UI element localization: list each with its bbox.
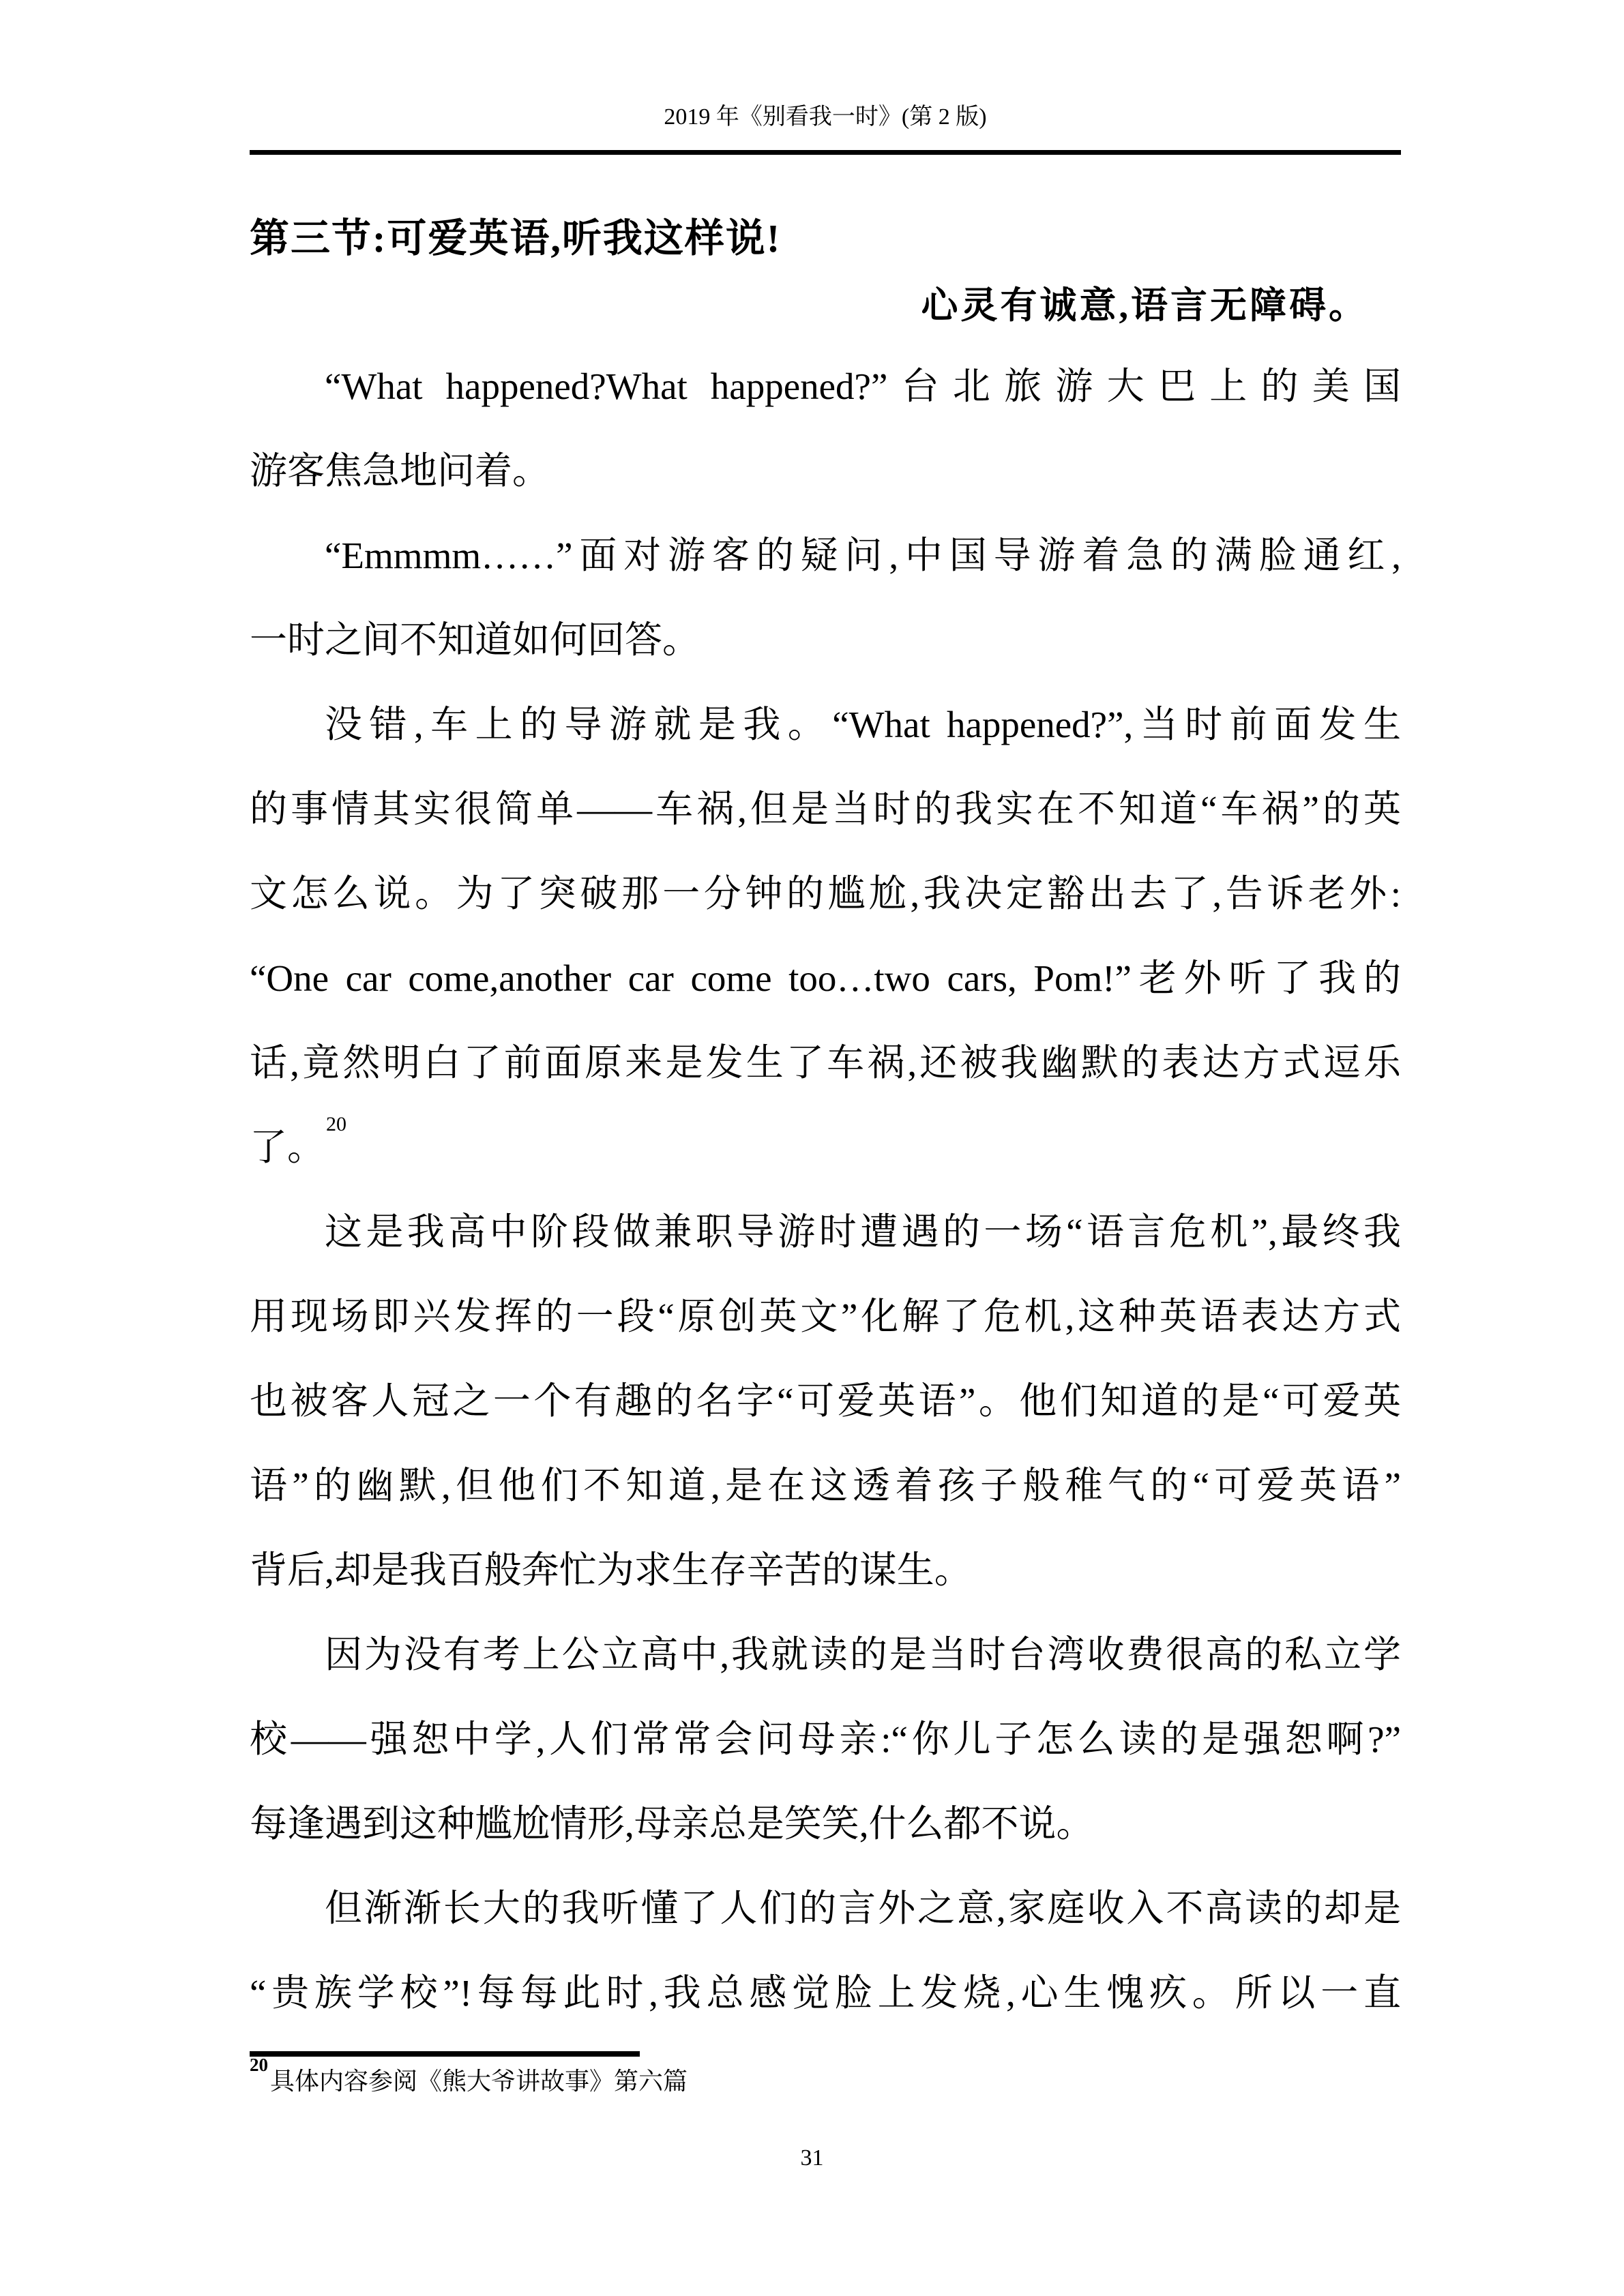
paragraph-text: 每逢遇到这种尴尬情形,母亲总是笑笑,什么都不说。	[250, 1803, 1094, 1845]
paragraph-5-line-1	[250, 1613, 1401, 1697]
paragraph-3-line-3	[250, 852, 1401, 936]
paragraph-3-line-5	[250, 1021, 1401, 1105]
footnote-reference: 20	[326, 1112, 347, 1135]
footnote-separator-rule	[250, 2051, 640, 2057]
paragraph-6-line-2	[250, 1951, 1401, 2036]
paragraph-6-line-1	[250, 1866, 1401, 1951]
paragraph-2-line-2	[250, 598, 1401, 683]
paragraph-text: 用现场即兴发挥的一段“原创英文”化解了危机,这种英语表达方式	[250, 1296, 1401, 1337]
paragraph-text: “贵族学校”!每每此时,我总感觉脸上发烧,心生愧疚。所以一直	[250, 1972, 1401, 2014]
paragraph-3-line-2	[250, 767, 1401, 852]
body-text	[250, 344, 1401, 2036]
paragraph-text: 但渐渐长大的我听懂了人们的言外之意,家庭收入不高读的却是	[325, 1888, 1401, 1929]
paragraph-text: 游客焦急地问着。	[250, 450, 550, 492]
section-motto: 心灵有诚意,语言无障碍。	[921, 285, 1368, 326]
footnote-text: 具体内容参阅《熊大爷讲故事》第六篇	[270, 2068, 688, 2095]
paragraph-text: 了。	[250, 1127, 325, 1168]
paragraph-text: 背后,却是我百般奔忙为求生存辛苦的谋生。	[250, 1549, 972, 1591]
paragraph-text: 也被客人冠之一个有趣的名字“可爱英语”。他们知道的是“可爱英	[250, 1380, 1401, 1422]
paragraph-3-line-4	[250, 936, 1401, 1021]
paragraph-text: “What happened?What happened?”台北旅游大巴上的美国	[325, 366, 1401, 407]
paragraph-4-line-4	[250, 1444, 1401, 1528]
paragraph-5-line-3	[250, 1782, 1401, 1866]
paragraph-3-line-1	[250, 683, 1401, 767]
paragraph-text: 文怎么说。为了突破那一分钟的尴尬,我决定豁出去了,告诉老外:	[250, 873, 1401, 914]
paragraph-text: 的事情其实很简单——车祸,但是当时的我实在不知道“车祸”的英	[250, 788, 1401, 830]
paragraph-text: “Emmmm……”面对游客的疑问,中国导游着急的满脸通红,	[325, 535, 1401, 576]
section-title: 第三节:可爱英语,听我这样说!	[250, 216, 782, 260]
paragraph-text: 一时之间不知道如何回答。	[250, 619, 700, 661]
paragraph-4-line-5	[250, 1528, 1401, 1613]
paragraph-3-line-6	[250, 1105, 1401, 1190]
paragraph-2-line-1	[250, 513, 1401, 598]
paragraph-text: 话,竟然明白了前面原来是发生了车祸,还被我幽默的表达方式逗乐	[250, 1042, 1401, 1084]
paragraph-4-line-2	[250, 1274, 1401, 1359]
paragraph-text: 这是我高中阶段做兼职导游时遭遇的一场“语言危机”,最终我	[325, 1211, 1401, 1253]
footnote	[250, 2055, 1401, 2098]
paragraph-4-line-3	[250, 1359, 1401, 1444]
paragraph-text: 语”的幽默,但他们不知道,是在这透着孩子般稚气的“可爱英语”	[250, 1465, 1401, 1506]
page-number: 31	[800, 2145, 824, 2171]
paragraph-4-line-1	[250, 1190, 1401, 1274]
paragraph-text: 校——强恕中学,人们常常会问母亲:“你儿子怎么读的是强恕啊?”	[250, 1718, 1401, 1760]
header-rule	[250, 150, 1401, 155]
paragraph-5-line-2	[250, 1697, 1401, 1782]
paragraph-1-line-2	[250, 429, 1401, 513]
paragraph-text: 没错,车上的导游就是我。“What happened?”,当时前面发生	[325, 704, 1401, 745]
running-header-title: 2019 年《别看我一时》(第 2 版)	[664, 104, 987, 130]
running-header	[250, 0, 1401, 131]
footnote-marker: 20	[250, 2055, 268, 2075]
paragraph-1-line-1	[250, 344, 1401, 429]
paragraph-text: “One car come,another car come too…two cars, Pom!”老外听了我的	[250, 957, 1401, 999]
paragraph-text: 因为没有考上公立高中,我就读的是当时台湾收费很高的私立学	[325, 1634, 1401, 1675]
